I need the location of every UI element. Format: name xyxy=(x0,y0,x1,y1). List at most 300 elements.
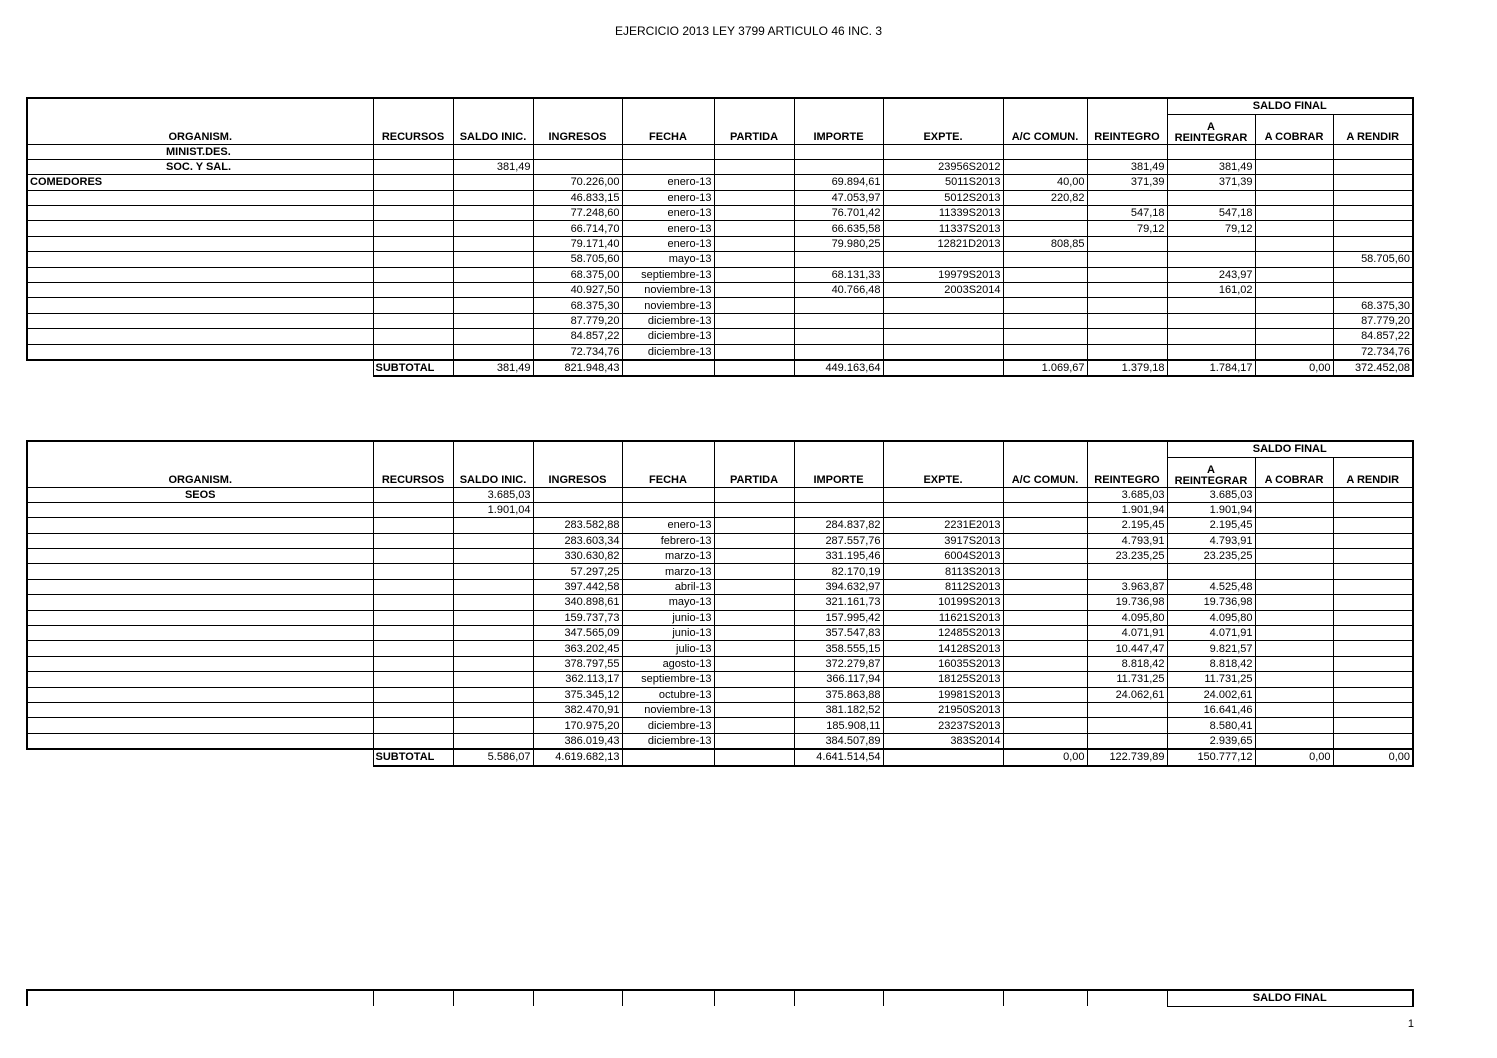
cell-ac-comun xyxy=(1003,487,1087,502)
cell-importe xyxy=(794,487,883,502)
cell-ac-comun: 220,82 xyxy=(1003,190,1087,205)
section-label: COMEDORES xyxy=(27,175,373,190)
header-reintegro: REINTEGRO xyxy=(1087,441,1167,487)
cell-reintegro: 547,18 xyxy=(1087,206,1167,221)
cell-ac-comun xyxy=(1003,267,1087,282)
cell-saldo-inic xyxy=(453,733,533,749)
cell-expte: 6004S2013 xyxy=(883,549,1003,564)
header-a-rendir: A RENDIR xyxy=(1333,114,1413,144)
cell-ac-comun xyxy=(1003,718,1087,733)
cell-fecha: abril-13 xyxy=(622,579,714,594)
cell-a-cobrar xyxy=(1255,206,1333,221)
cell-importe: 372.279,87 xyxy=(794,656,883,671)
cell-ingresos: 363.202,45 xyxy=(533,641,622,656)
cell-reintegro: 19.736,98 xyxy=(1087,595,1167,610)
cell-saldo-inic xyxy=(453,298,533,313)
organism-cell xyxy=(27,595,373,610)
cell-reintegro: 8.818,42 xyxy=(1087,656,1167,671)
subtotal-saldo-inic: 5.586,07 xyxy=(453,749,533,765)
cell-saldo-inic xyxy=(453,595,533,610)
cell-saldo-inic xyxy=(453,221,533,236)
cell-a-cobrar xyxy=(1255,595,1333,610)
table-row xyxy=(27,283,1413,298)
cell-recursos xyxy=(373,175,453,190)
cell-fecha: agosto-13 xyxy=(622,656,714,671)
header-fecha: FECHA xyxy=(622,98,714,144)
cell-ac-comun xyxy=(1003,549,1087,564)
header-ac-comun: A/C COMUN. xyxy=(1003,441,1087,487)
cell-a-reintegrar xyxy=(1167,236,1255,251)
table-row xyxy=(27,221,1413,236)
subtotal-reintegro: 1.379,18 xyxy=(1087,360,1167,376)
cell-recursos xyxy=(373,579,453,594)
cell-a-reintegrar xyxy=(1167,329,1255,344)
cell-reintegro: 4.793,91 xyxy=(1087,533,1167,548)
cell-reintegro xyxy=(1087,344,1167,360)
header-saldo-final: SALDO FINAL xyxy=(1167,990,1413,1006)
cell-a-cobrar xyxy=(1255,718,1333,733)
header-a-reintegrar: A REINTEGRAR xyxy=(1167,114,1255,144)
cell-expte: 14128S2013 xyxy=(883,641,1003,656)
cell-ac-comun xyxy=(1003,610,1087,625)
cell-partida xyxy=(714,733,794,749)
cell-importe: 331.195,46 xyxy=(794,549,883,564)
cell-partida xyxy=(714,487,794,502)
cell-recursos xyxy=(373,206,453,221)
cell-fecha: enero-13 xyxy=(622,190,714,205)
cell-reintegro xyxy=(1087,190,1167,205)
cell-a-rendir xyxy=(1333,206,1413,221)
subtotal-importe: 449.163,64 xyxy=(794,360,883,376)
cell-ingresos: 347.565,09 xyxy=(533,626,622,641)
cell-a-cobrar xyxy=(1255,533,1333,548)
cell-a-rendir: 72.734,76 xyxy=(1333,344,1413,360)
table-row xyxy=(27,718,1413,733)
cell-saldo-inic xyxy=(453,267,533,282)
cell-saldo-inic xyxy=(453,206,533,221)
cell-partida xyxy=(714,221,794,236)
cell-expte: 16035S2013 xyxy=(883,656,1003,671)
cell-importe: 358.555,15 xyxy=(794,641,883,656)
cell-partida xyxy=(714,283,794,298)
header-fecha: FECHA xyxy=(622,441,714,487)
cell-saldo-inic: 1.901,04 xyxy=(453,502,533,517)
cell-ingresos: 77.248,60 xyxy=(533,206,622,221)
cell-ingresos: 330.630,82 xyxy=(533,549,622,564)
cell-reintegro: 371,39 xyxy=(1087,175,1167,190)
cell-a-rendir xyxy=(1333,687,1413,702)
cell-a-cobrar xyxy=(1255,687,1333,702)
subtotal-reintegro: 122.739,89 xyxy=(1087,749,1167,765)
cell-saldo-inic xyxy=(453,549,533,564)
cell-a-cobrar xyxy=(1255,502,1333,517)
cell-expte: 12821D2013 xyxy=(883,236,1003,251)
cell-ingresos: 57.297,25 xyxy=(533,564,622,579)
cell-a-reintegrar: 1.901,94 xyxy=(1167,502,1255,517)
organism-cell xyxy=(27,672,373,687)
cell-fecha: noviembre-13 xyxy=(622,702,714,717)
cell-expte: 11339S2013 xyxy=(883,206,1003,221)
cell-a-rendir xyxy=(1333,656,1413,671)
cell-reintegro xyxy=(1087,733,1167,749)
organism-cell xyxy=(27,190,373,205)
cell-expte xyxy=(883,502,1003,517)
subtotal-a-rendir: 372.452,08 xyxy=(1333,360,1413,376)
cell-saldo-inic xyxy=(453,579,533,594)
cell-ingresos: 58.705,60 xyxy=(533,252,622,267)
organism-cell xyxy=(27,329,373,344)
cell-a-cobrar xyxy=(1255,252,1333,267)
cell-a-rendir xyxy=(1333,641,1413,656)
cell-a-rendir xyxy=(1333,487,1413,502)
cell-a-reintegrar: 79,12 xyxy=(1167,221,1255,236)
cell-ac-comun xyxy=(1003,672,1087,687)
cell-reintegro xyxy=(1087,298,1167,313)
cell-expte: 8112S2013 xyxy=(883,579,1003,594)
cell-reintegro: 4.095,80 xyxy=(1087,610,1167,625)
cell-reintegro xyxy=(1087,702,1167,717)
cell-ac-comun xyxy=(1003,518,1087,533)
cell-partida xyxy=(714,702,794,717)
cell-ingresos: 362.113,17 xyxy=(533,672,622,687)
cell-a-reintegrar: 2.939,65 xyxy=(1167,733,1255,749)
cell-fecha: mayo-13 xyxy=(622,595,714,610)
cell-a-cobrar xyxy=(1255,641,1333,656)
cell-reintegro xyxy=(1087,236,1167,251)
cell-recursos xyxy=(373,298,453,313)
header-a-cobrar: A COBRAR xyxy=(1255,114,1333,144)
cell-ingresos: 40.927,50 xyxy=(533,283,622,298)
cell-partida xyxy=(714,595,794,610)
cell-recursos xyxy=(373,267,453,282)
cell-partida xyxy=(714,267,794,282)
cell-reintegro xyxy=(1087,718,1167,733)
header-saldo-final: SALDO FINAL xyxy=(1167,441,1413,457)
cell-ingresos: 68.375,30 xyxy=(533,298,622,313)
cell-ac-comun xyxy=(1003,626,1087,641)
cell-a-cobrar xyxy=(1255,236,1333,251)
subtotal-ac-comun: 1.069,67 xyxy=(1003,360,1087,376)
subtotal-label: SUBTOTAL xyxy=(373,749,453,765)
subtotal-a-reintegrar: 1.784,17 xyxy=(1167,360,1255,376)
cell-reintegro: 4.071,91 xyxy=(1087,626,1167,641)
header-ingresos: INGRESOS xyxy=(533,441,622,487)
cell-a-rendir xyxy=(1333,702,1413,717)
cell-expte: 23237S2013 xyxy=(883,718,1003,733)
cell-expte xyxy=(883,487,1003,502)
cell-a-rendir xyxy=(1333,610,1413,625)
cell-a-reintegrar xyxy=(1167,564,1255,579)
cell-fecha xyxy=(622,502,714,517)
cell-recursos xyxy=(373,236,453,251)
table-row xyxy=(27,252,1413,267)
cell-ac-comun xyxy=(1003,656,1087,671)
cell-a-cobrar xyxy=(1255,298,1333,313)
cell-partida xyxy=(714,687,794,702)
cell-a-cobrar xyxy=(1255,283,1333,298)
cell-recursos xyxy=(373,595,453,610)
cell-recursos xyxy=(373,190,453,205)
cell-expte: 8113S2013 xyxy=(883,564,1003,579)
cell-partida xyxy=(714,641,794,656)
cell-a-rendir xyxy=(1333,221,1413,236)
cell-a-reintegrar: 9.821,57 xyxy=(1167,641,1255,656)
cell-fecha: diciembre-13 xyxy=(622,733,714,749)
cell-ingresos: 378.797,55 xyxy=(533,656,622,671)
organism-cell xyxy=(27,313,373,328)
subtotal-a-reintegrar: 150.777,12 xyxy=(1167,749,1255,765)
table-row xyxy=(27,549,1413,564)
cell-saldo-inic xyxy=(453,518,533,533)
header-importe: IMPORTE xyxy=(794,441,883,487)
organism-cell xyxy=(27,656,373,671)
cell-saldo-inic xyxy=(453,329,533,344)
page-number: 1 xyxy=(1407,1018,1414,1030)
cell-expte: 3917S2013 xyxy=(883,533,1003,548)
cell-a-rendir xyxy=(1333,236,1413,251)
cell-importe: 68.131,33 xyxy=(794,267,883,282)
cell-saldo-inic xyxy=(453,687,533,702)
cell-reintegro: 2.195,45 xyxy=(1087,518,1167,533)
cell-ingresos: 72.734,76 xyxy=(533,344,622,360)
organism-cell xyxy=(27,718,373,733)
cell-ingresos: 382.470,91 xyxy=(533,702,622,717)
table-row xyxy=(27,733,1413,749)
cell-ingresos: 170.975,20 xyxy=(533,718,622,733)
cell-expte: 19979S2013 xyxy=(883,267,1003,282)
cell-a-cobrar xyxy=(1255,313,1333,328)
cell-expte xyxy=(883,344,1003,360)
header-ingresos: INGRESOS xyxy=(533,98,622,144)
cell-importe xyxy=(794,329,883,344)
table-row xyxy=(27,610,1413,625)
organism-cell xyxy=(27,518,373,533)
cell-ingresos: 70.226,00 xyxy=(533,175,622,190)
cell-recursos xyxy=(373,221,453,236)
organism-name-line1: MINIST.DES. xyxy=(27,144,373,159)
cell-expte: 12485S2013 xyxy=(883,626,1003,641)
cell-ac-comun xyxy=(1003,564,1087,579)
table-row xyxy=(27,329,1413,344)
cell-importe xyxy=(794,313,883,328)
subtotal-saldo-inic: 381,49 xyxy=(453,360,533,376)
cell-importe: 185.908,11 xyxy=(794,718,883,733)
subtotal-ingresos: 821.948,43 xyxy=(533,360,622,376)
cell-a-reintegrar: 547,18 xyxy=(1167,206,1255,221)
subtotal-label: SUBTOTAL xyxy=(373,360,453,376)
cell-fecha: enero-13 xyxy=(622,221,714,236)
cell-a-cobrar xyxy=(1255,344,1333,360)
cell-fecha: noviembre-13 xyxy=(622,283,714,298)
cell-ingresos: 79.171,40 xyxy=(533,236,622,251)
table-row xyxy=(27,564,1413,579)
table-row xyxy=(27,626,1413,641)
cell-partida xyxy=(714,329,794,344)
cell-expte xyxy=(883,298,1003,313)
cell-partida xyxy=(714,236,794,251)
cell-saldo-inic xyxy=(453,564,533,579)
cell-a-cobrar xyxy=(1255,733,1333,749)
cell-fecha: diciembre-13 xyxy=(622,313,714,328)
organism-cell xyxy=(27,564,373,579)
cell-a-cobrar xyxy=(1255,656,1333,671)
cell-a-rendir xyxy=(1333,564,1413,579)
cell-importe: 82.170,19 xyxy=(794,564,883,579)
table-row xyxy=(27,236,1413,251)
organism-cell xyxy=(27,221,373,236)
cell-importe xyxy=(794,344,883,360)
cell-a-reintegrar xyxy=(1167,190,1255,205)
table-row xyxy=(27,533,1413,548)
cell-expte: 5011S2013 xyxy=(883,175,1003,190)
cell-fecha: enero-13 xyxy=(622,175,714,190)
cell-partida xyxy=(714,626,794,641)
table-row xyxy=(27,267,1413,282)
cell-a-cobrar xyxy=(1255,221,1333,236)
table-row xyxy=(27,702,1413,717)
cell-importe: 47.053,97 xyxy=(794,190,883,205)
cell-ingresos: 375.345,12 xyxy=(533,687,622,702)
cell-ac-comun xyxy=(1003,641,1087,656)
cell-fecha: diciembre-13 xyxy=(622,329,714,344)
cell-ac-comun xyxy=(1003,733,1087,749)
cell-expte: 11337S2013 xyxy=(883,221,1003,236)
subtotal-row xyxy=(27,749,1413,765)
cell-a-reintegrar: 3.685,03 xyxy=(1167,487,1255,502)
table-row xyxy=(27,487,1413,502)
cell-recursos xyxy=(373,610,453,625)
cell-ingresos: 159.737,73 xyxy=(533,610,622,625)
next-table-header xyxy=(26,989,1414,1007)
cell-ac-comun xyxy=(1003,702,1087,717)
cell-ac-comun xyxy=(1003,595,1087,610)
cell-ingresos xyxy=(533,502,622,517)
cell-importe: 79.980,25 xyxy=(794,236,883,251)
organism-cell xyxy=(27,267,373,282)
cell-fecha: mayo-13 xyxy=(622,252,714,267)
cell-recursos xyxy=(373,252,453,267)
cell-a-rendir xyxy=(1333,283,1413,298)
cell-expte: 19981S2013 xyxy=(883,687,1003,702)
cell-fecha: diciembre-13 xyxy=(622,344,714,360)
cell-fecha: septiembre-13 xyxy=(622,672,714,687)
page-title: EJERCICIO 2013 LEY 3799 ARTICULO 46 INC. 3 xyxy=(614,24,883,38)
cell-saldo-inic: 3.685,03 xyxy=(453,487,533,502)
header-ac-comun: A/C COMUN. xyxy=(1003,98,1087,144)
cell-recursos xyxy=(373,718,453,733)
cell-recursos xyxy=(373,626,453,641)
subtotal-ac-comun: 0,00 xyxy=(1003,749,1087,765)
cell-recursos xyxy=(373,502,453,517)
cell-reintegro: 23.235,25 xyxy=(1087,549,1167,564)
organism-name-line2: SOC. Y SAL. xyxy=(27,159,373,174)
cell-ingresos: 397.442,58 xyxy=(533,579,622,594)
header-recursos: RECURSOS xyxy=(373,441,453,487)
cell-ingresos xyxy=(533,487,622,502)
cell-saldo-inic: 381,49 xyxy=(453,159,533,174)
subtotal-row xyxy=(27,360,1413,376)
cell-a-rendir xyxy=(1333,549,1413,564)
cell-ingresos: 87.779,20 xyxy=(533,313,622,328)
table-row xyxy=(27,641,1413,656)
cell-ingresos: 340.898,61 xyxy=(533,595,622,610)
header-a-rendir: A RENDIR xyxy=(1333,457,1413,487)
cell-a-rendir xyxy=(1333,733,1413,749)
cell-a-rendir: 68.375,30 xyxy=(1333,298,1413,313)
cell-a-reintegrar xyxy=(1167,344,1255,360)
cell-partida xyxy=(714,502,794,517)
table-row xyxy=(27,206,1413,221)
cell-expte: 21950S2013 xyxy=(883,702,1003,717)
cell-saldo-inic xyxy=(453,283,533,298)
cell-a-reintegrar: 4.793,91 xyxy=(1167,533,1255,548)
cell-ac-comun xyxy=(1003,206,1087,221)
cell-a-rendir: 58.705,60 xyxy=(1333,252,1413,267)
cell-importe xyxy=(794,298,883,313)
cell-ingresos: 66.714,70 xyxy=(533,221,622,236)
cell-a-reintegrar: 2.195,45 xyxy=(1167,518,1255,533)
cell-ac-comun: 808,85 xyxy=(1003,236,1087,251)
cell-reintegro: 24.062,61 xyxy=(1087,687,1167,702)
cell-a-rendir: 84.857,22 xyxy=(1333,329,1413,344)
cell-a-reintegrar xyxy=(1167,313,1255,328)
cell-a-reintegrar: 23.235,25 xyxy=(1167,549,1255,564)
header-saldo-final: SALDO FINAL xyxy=(1167,98,1413,114)
cell-reintegro xyxy=(1087,313,1167,328)
cell-saldo-inic xyxy=(453,313,533,328)
table-row xyxy=(27,656,1413,671)
cell-a-reintegrar: 24.002,61 xyxy=(1167,687,1255,702)
cell-a-rendir xyxy=(1333,626,1413,641)
cell-partida xyxy=(714,610,794,625)
table-row xyxy=(27,687,1413,702)
cell-ac-comun xyxy=(1003,329,1087,344)
header-recursos: RECURSOS xyxy=(373,98,453,144)
cell-ac-comun xyxy=(1003,344,1087,360)
cell-partida xyxy=(714,533,794,548)
cell-a-reintegrar: 11.731,25 xyxy=(1167,672,1255,687)
cell-saldo-inic xyxy=(453,641,533,656)
cell-saldo-inic xyxy=(453,718,533,733)
cell-ingresos: 386.019,43 xyxy=(533,733,622,749)
cell-importe: 66.635,58 xyxy=(794,221,883,236)
cell-a-rendir xyxy=(1333,518,1413,533)
cell-fecha: octubre-13 xyxy=(622,687,714,702)
cell-recursos xyxy=(373,641,453,656)
cell-partida xyxy=(714,206,794,221)
cell-a-rendir xyxy=(1333,579,1413,594)
cell-expte: 10199S2013 xyxy=(883,595,1003,610)
cell-partida xyxy=(714,672,794,687)
table-row xyxy=(27,518,1413,533)
cell-a-reintegrar: 19.736,98 xyxy=(1167,595,1255,610)
cell-expte xyxy=(883,313,1003,328)
cell-importe: 40.766,48 xyxy=(794,283,883,298)
cell-a-cobrar xyxy=(1255,487,1333,502)
cell-a-reintegrar: 4.525,48 xyxy=(1167,579,1255,594)
cell-a-cobrar xyxy=(1255,564,1333,579)
table-row xyxy=(27,190,1413,205)
cell-a-cobrar xyxy=(1255,579,1333,594)
cell-a-rendir xyxy=(1333,502,1413,517)
organism-cell xyxy=(27,626,373,641)
cell-recursos xyxy=(373,533,453,548)
cell-a-reintegrar: 161,02 xyxy=(1167,283,1255,298)
cell-saldo-inic xyxy=(453,252,533,267)
header-expte: EXPTE. xyxy=(883,98,1003,144)
organism-cell xyxy=(27,344,373,360)
subtotal-importe: 4.641.514,54 xyxy=(794,749,883,765)
